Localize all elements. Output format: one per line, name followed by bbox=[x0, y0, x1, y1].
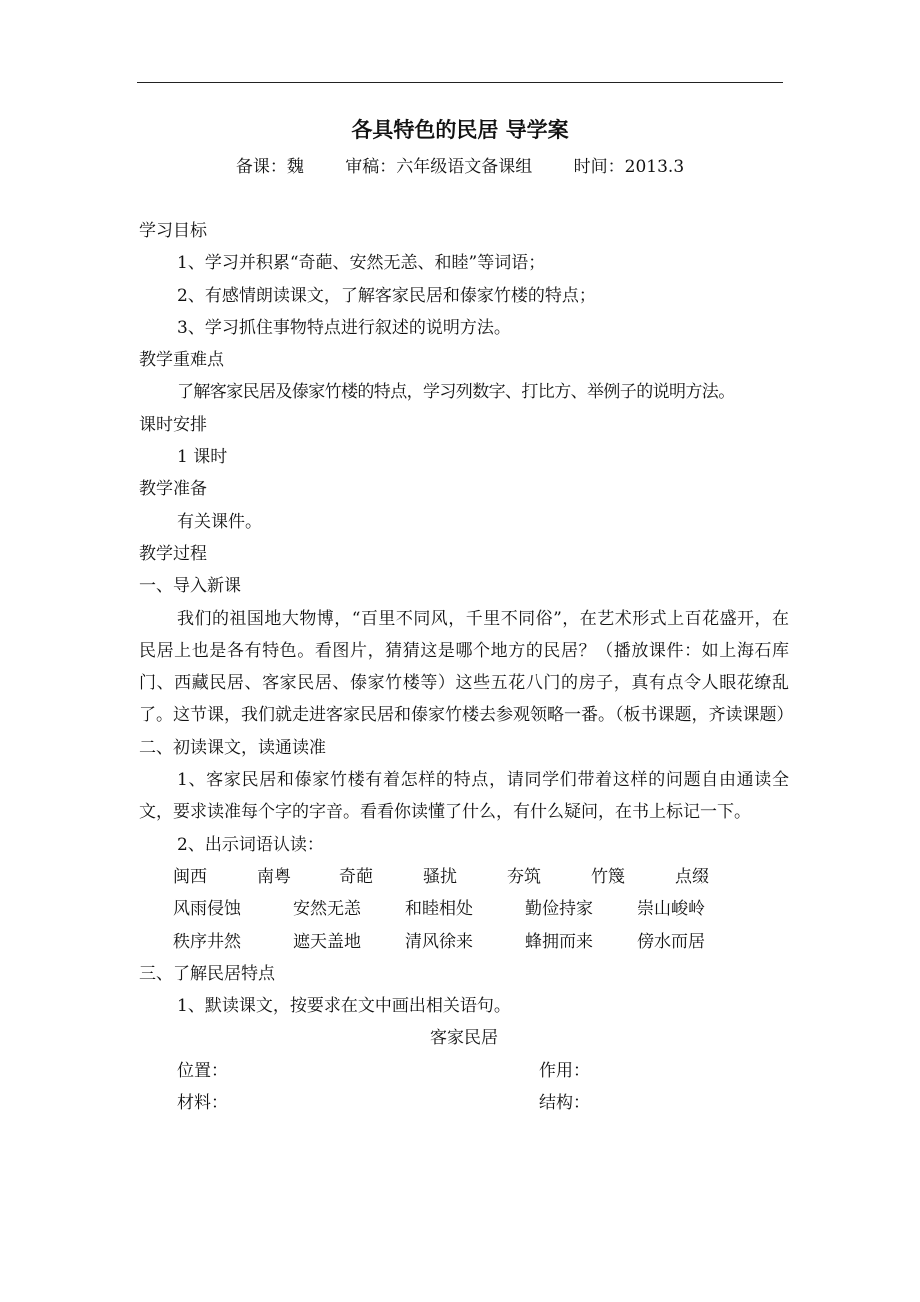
vocab-word: 风雨侵蚀 bbox=[173, 899, 241, 920]
document-title: 各具特色的民居 导学案 bbox=[351, 118, 569, 142]
keypoints-heading: 教学重难点 bbox=[139, 350, 224, 371]
section1-text: 我们的祖国地大物博，“百里不同风，千里不同俗”，在艺术形式上百花盛开，在民居上也是各有特色。看图片，猜猜这是哪个地方的民居？（播放课件：如上海石库门、西藏民居、客家民居、傣家竹楼等）这些五花八门的房子，真有点令人眼花缭乱了。这节课，我们就走进客家民居和傣家竹楼去参观领略一番。（板书课题，齐读课题） bbox=[139, 608, 794, 726]
vocab-word: 清风徐来 bbox=[405, 931, 473, 952]
keypoints-text: 了解客家民居及傣家竹楼的特点，学习列数字、打比方、举例子的说明方法。 bbox=[177, 382, 735, 403]
section2-heading: 二、初读课文，读通读准 bbox=[139, 737, 326, 758]
schedule-text: 1 课时 bbox=[177, 447, 228, 468]
schedule-heading: 课时安排 bbox=[139, 414, 207, 435]
vocab-word: 傍水而居 bbox=[637, 931, 705, 952]
field-row bbox=[139, 1055, 789, 1087]
vocab-word: 蜂拥而来 bbox=[525, 931, 593, 952]
field-row bbox=[139, 1087, 789, 1119]
process-heading: 教学过程 bbox=[139, 543, 207, 564]
date: 时间：2013.3 bbox=[573, 157, 685, 177]
vocab-word: 竹篾 bbox=[591, 866, 625, 887]
section3-subtitle: 客家民居 bbox=[430, 1028, 498, 1049]
prep-by: 备课：魏 bbox=[235, 157, 304, 177]
vocab-row-2 bbox=[139, 893, 789, 925]
header-rule bbox=[137, 82, 783, 83]
function-label: 作用： bbox=[539, 1060, 590, 1081]
vocab-row-1 bbox=[139, 861, 789, 893]
section1-heading: 一、导入新课 bbox=[139, 576, 241, 597]
section3-heading: 三、了解民居特点 bbox=[139, 963, 275, 984]
objective-item: 3、学习抓住事物特点进行叙述的说明方法。 bbox=[177, 317, 511, 338]
vocab-word: 遮天盖地 bbox=[293, 931, 361, 952]
vocab-word: 奇葩 bbox=[339, 866, 373, 887]
section3-paragraph: 1、默读课文，按要求在文中画出相关语句。 bbox=[177, 996, 511, 1017]
vocab-word: 崇山峻岭 bbox=[637, 899, 705, 920]
prep-heading: 教学准备 bbox=[139, 479, 207, 500]
vocab-word: 秩序井然 bbox=[173, 931, 241, 952]
vocab-word: 点缀 bbox=[675, 866, 709, 887]
section2-vocab-intro: 2、出示词语认读： bbox=[177, 834, 324, 855]
section2-paragraph: 1、客家民居和傣家竹楼有着怎样的特点，请同学们带着这样的问题自由通读全文，要求读准每个字的字音。看看你读懂了什么，有什么疑问，在书上标记一下。 bbox=[139, 770, 789, 823]
objective-item: 2、有感情朗读课文，了解客家民居和傣家竹楼的特点； bbox=[177, 285, 596, 306]
location-label: 位置： bbox=[177, 1060, 228, 1081]
document-body bbox=[139, 215, 794, 1119]
prep-text: 有关课件。 bbox=[177, 511, 262, 532]
vocab-word: 闽西 bbox=[173, 866, 207, 887]
vocab-word: 勤俭持家 bbox=[525, 899, 593, 920]
material-label: 材料： bbox=[177, 1093, 228, 1114]
structure-label: 结构： bbox=[539, 1093, 590, 1114]
vocab-row-3 bbox=[139, 926, 789, 958]
objectives-heading: 学习目标 bbox=[139, 221, 207, 241]
vocab-word: 南粤 bbox=[257, 866, 291, 887]
vocab-word: 夯筑 bbox=[507, 866, 541, 887]
vocab-word: 安然无恙 bbox=[293, 899, 361, 920]
vocab-word: 骚扰 bbox=[423, 866, 457, 887]
vocab-word: 和睦相处 bbox=[405, 899, 473, 920]
objective-item: 1、学习并积累“奇葩、安然无恙、和睦”等词语； bbox=[177, 253, 546, 274]
document-meta bbox=[0, 152, 920, 177]
reviewed-by: 审稿：六年级语文备课组 bbox=[345, 157, 533, 177]
